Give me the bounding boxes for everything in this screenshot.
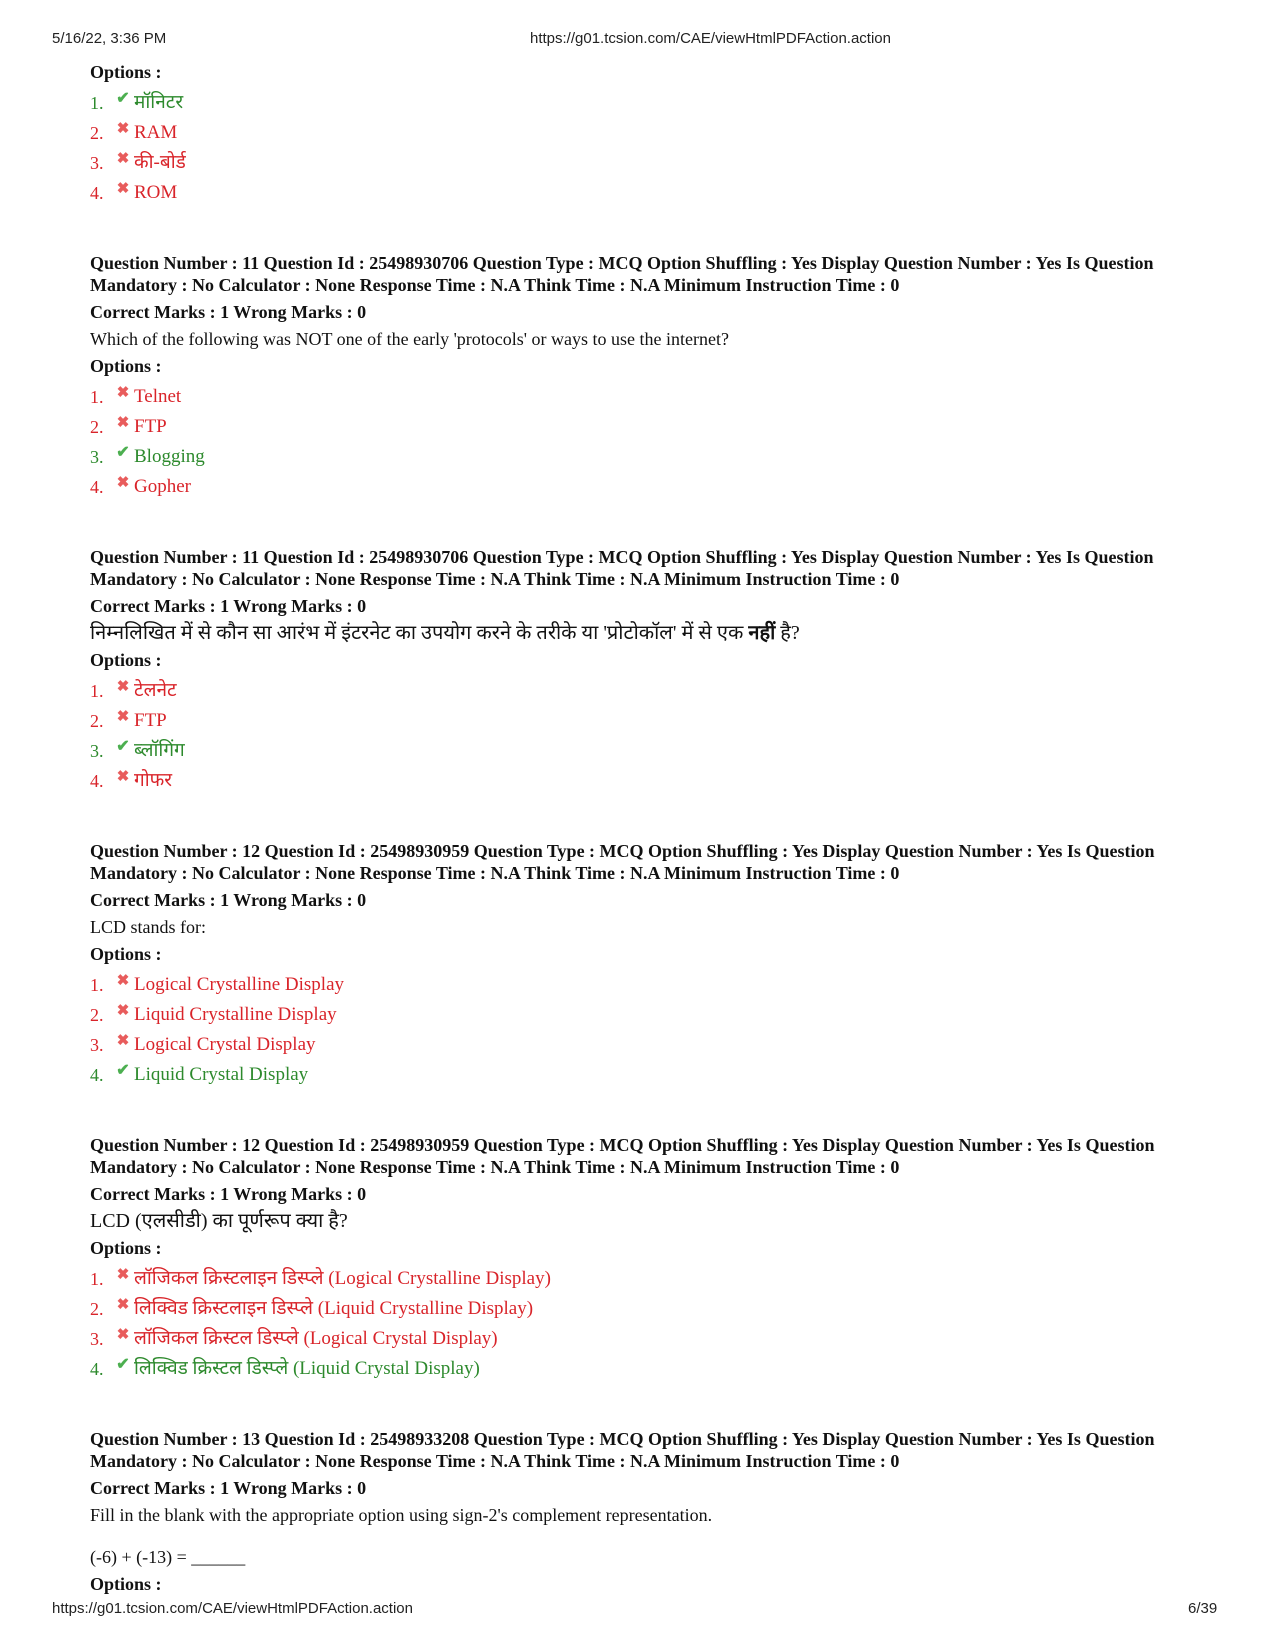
cross-icon: ✖ <box>116 385 130 401</box>
question-meta: Question Number : 11 Question Id : 25498930706 Question Type : MCQ Option Shuffling : Yes Display Question Number : Yes Is Question Mandatory : No Calculator : None Response Time : N.A Think Time : N.A Minimum Instruction Time : 0 <box>90 547 1154 589</box>
question-paper-content <box>90 58 1210 1600</box>
options-label: Options : <box>90 1238 162 1258</box>
option-text: Logical Crystalline Display <box>134 974 345 995</box>
option-number: 3. <box>90 153 104 173</box>
option-number: 2. <box>90 123 104 143</box>
question-meta: Question Number : 12 Question Id : 25498930959 Question Type : MCQ Option Shuffling : Yes Display Question Number : Yes Is Question Mandatory : No Calculator : None Response Time : N.A Think Time : N.A Minimum Instruction Time : 0 <box>90 1135 1155 1177</box>
question-text: Fill in the blank with the appropriate option using sign-2's complement representation. <box>90 1505 713 1525</box>
checkmark-icon: ✔ <box>116 1356 130 1373</box>
option-text: ब्लॉगिंग <box>134 740 185 761</box>
options-label: Options : <box>90 1574 162 1594</box>
option-number: 4. <box>90 1359 104 1379</box>
option-number: 4. <box>90 1065 104 1085</box>
options-label: Options : <box>90 650 162 670</box>
print-datetime: 5/16/22, 3:36 PM <box>52 30 167 47</box>
option-item <box>90 88 1210 118</box>
question-text: Which of the following was NOT one of the early 'protocols' or ways to use the internet? <box>90 329 729 349</box>
option-number: 3. <box>90 447 104 467</box>
cross-icon: ✖ <box>116 415 130 431</box>
cross-icon: ✖ <box>116 1297 130 1313</box>
cross-icon: ✖ <box>116 709 130 725</box>
checkmark-icon: ✔ <box>116 444 130 461</box>
option-item <box>90 676 1210 706</box>
option-item <box>90 970 1210 1000</box>
checkmark-icon: ✔ <box>116 90 130 107</box>
options-list <box>90 970 1210 1090</box>
cross-icon: ✖ <box>116 769 130 785</box>
option-item <box>90 736 1210 766</box>
question-block <box>90 1428 1210 1596</box>
checkmark-icon: ✔ <box>116 738 130 755</box>
option-item <box>90 1294 1210 1324</box>
footer-url: https://g01.tcsion.com/CAE/viewHtmlPDFAction.action <box>52 1600 413 1617</box>
option-text: FTP <box>134 710 167 731</box>
option-text: लिक्विड क्रिस्टल डिस्प्ले (Liquid Crystal Display) <box>134 1358 480 1379</box>
cross-icon: ✖ <box>116 121 130 137</box>
option-number: 1. <box>90 93 104 113</box>
question-text <box>90 620 1210 646</box>
cross-icon: ✖ <box>116 1003 130 1019</box>
option-text: ROM <box>134 182 178 203</box>
question-marks: Correct Marks : 1 Wrong Marks : 0 <box>90 596 367 616</box>
option-item <box>90 472 1210 502</box>
question-expression: (-6) + (-13) = ______ <box>90 1547 246 1567</box>
question-marks: Correct Marks : 1 Wrong Marks : 0 <box>90 1478 367 1498</box>
cross-icon: ✖ <box>116 1033 130 1049</box>
option-text: Gopher <box>134 476 191 497</box>
question-marks: Correct Marks : 1 Wrong Marks : 0 <box>90 1184 367 1204</box>
option-text: लॉजिकल क्रिस्टलाइन डिस्प्ले (Logical Crystalline Display) <box>134 1268 551 1289</box>
question-meta: Question Number : 11 Question Id : 25498930706 Question Type : MCQ Option Shuffling : Yes Display Question Number : Yes Is Question Mandatory : No Calculator : None Response Time : N.A Think Time : N.A Minimum Instruction Time : 0 <box>90 253 1154 295</box>
options-list <box>90 1264 1210 1384</box>
checkmark-icon: ✔ <box>116 1062 130 1079</box>
options-label: Options : <box>90 62 162 82</box>
option-number: 2. <box>90 417 104 437</box>
option-item <box>90 1000 1210 1030</box>
option-number: 1. <box>90 1269 104 1289</box>
option-text: लॉजिकल क्रिस्टल डिस्प्ले (Logical Crystal Display) <box>134 1328 498 1349</box>
print-url: https://g01.tcsion.com/CAE/viewHtmlPDFAction.action <box>530 30 891 47</box>
page-number: 6/39 <box>1188 1600 1218 1617</box>
question-text-emphasis: नहीं <box>748 622 776 644</box>
question-text-part: निम्नलिखित में से कौन सा आरंभ में इंटरनेट का उपयोग करने के तरीके या 'प्रोटोकॉल' में से एक <box>90 622 749 644</box>
option-item <box>90 1324 1210 1354</box>
option-number: 4. <box>90 477 104 497</box>
option-number: 2. <box>90 1005 104 1025</box>
question-text: LCD (एलसीडी) का पूर्णरूप क्या है? <box>90 1210 348 1232</box>
question-meta: Question Number : 13 Question Id : 25498933208 Question Type : MCQ Option Shuffling : Yes Display Question Number : Yes Is Question Mandatory : No Calculator : None Response Time : N.A Think Time : N.A Minimum Instruction Time : 0 <box>90 1429 1155 1471</box>
option-item <box>90 1264 1210 1294</box>
option-text: RAM <box>134 122 178 143</box>
option-item <box>90 178 1210 208</box>
question-marks: Correct Marks : 1 Wrong Marks : 0 <box>90 890 367 910</box>
option-number: 4. <box>90 183 104 203</box>
option-number: 1. <box>90 975 104 995</box>
options-list <box>90 676 1210 796</box>
option-item <box>90 766 1210 796</box>
option-number: 3. <box>90 1329 104 1349</box>
option-text: मॉनिटर <box>134 92 184 113</box>
option-item <box>90 706 1210 736</box>
options-label: Options : <box>90 356 162 376</box>
option-item <box>90 148 1210 178</box>
option-item <box>90 1354 1210 1384</box>
options-label: Options : <box>90 944 162 964</box>
question-block <box>90 1134 1210 1384</box>
option-item <box>90 442 1210 472</box>
option-item <box>90 118 1210 148</box>
option-number: 4. <box>90 771 104 791</box>
option-text: FTP <box>134 416 167 437</box>
cross-icon: ✖ <box>116 475 130 491</box>
option-text: Logical Crystal Display <box>134 1034 316 1055</box>
option-number: 1. <box>90 387 104 407</box>
question-marks: Correct Marks : 1 Wrong Marks : 0 <box>90 302 367 322</box>
cross-icon: ✖ <box>116 1267 130 1283</box>
option-text: की-बोर्ड <box>134 152 186 173</box>
question-block <box>90 546 1210 796</box>
question-block <box>90 840 1210 1090</box>
option-item <box>90 412 1210 442</box>
cross-icon: ✖ <box>116 973 130 989</box>
option-item <box>90 1030 1210 1060</box>
question-text-part: है? <box>775 622 800 644</box>
option-text: Liquid Crystal Display <box>134 1064 309 1085</box>
question-text: LCD stands for: <box>90 917 206 937</box>
options-block <box>90 60 1210 208</box>
question-meta: Question Number : 12 Question Id : 25498930959 Question Type : MCQ Option Shuffling : Yes Display Question Number : Yes Is Question Mandatory : No Calculator : None Response Time : N.A Think Time : N.A Minimum Instruction Time : 0 <box>90 841 1155 883</box>
question-block <box>90 252 1210 502</box>
option-text: Blogging <box>134 446 205 467</box>
option-number: 2. <box>90 1299 104 1319</box>
option-text: गोफर <box>134 770 173 791</box>
cross-icon: ✖ <box>116 1327 130 1343</box>
option-item <box>90 1060 1210 1090</box>
option-text: Telnet <box>134 386 182 407</box>
options-list <box>90 382 1210 502</box>
options-list <box>90 88 1210 208</box>
option-number: 3. <box>90 1035 104 1055</box>
option-text: टेलनेट <box>134 680 177 701</box>
option-text: लिक्विड क्रिस्टलाइन डिस्प्ले (Liquid Crystalline Display) <box>134 1298 534 1319</box>
option-item <box>90 382 1210 412</box>
cross-icon: ✖ <box>116 679 130 695</box>
option-number: 1. <box>90 681 104 701</box>
cross-icon: ✖ <box>116 181 130 197</box>
option-number: 2. <box>90 711 104 731</box>
cross-icon: ✖ <box>116 151 130 167</box>
option-text: Liquid Crystalline Display <box>134 1004 337 1025</box>
option-number: 3. <box>90 741 104 761</box>
